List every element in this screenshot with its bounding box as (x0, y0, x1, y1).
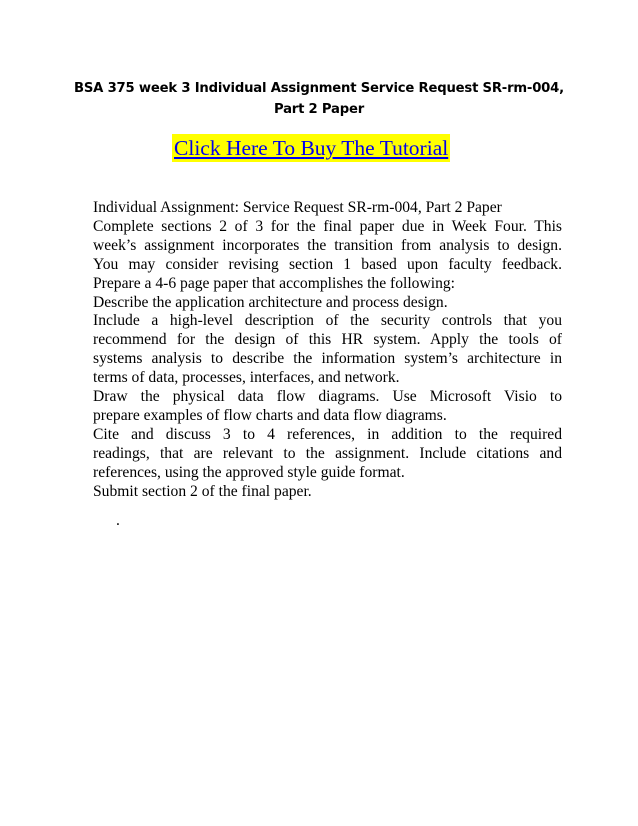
body-line: readings, that are relevant to the assignment. Include citations and (93, 444, 562, 462)
trailing-mark: . (116, 512, 120, 529)
body-line: Complete sections 2 of 3 for the final paper due in Week Four. This (93, 217, 562, 235)
document-title (60, 78, 578, 120)
body-line: You may consider revising section 1 based upon faculty feedback. (93, 255, 562, 273)
assignment-body (93, 199, 562, 502)
body-line: terms of data, processes, interfaces, and network. (93, 369, 400, 387)
body-line: Prepare a 4-6 page paper that accomplishes the following: (93, 274, 455, 292)
title-line-2: Part 2 Paper (273, 102, 365, 117)
body-line: references, using the approved style guide format. (93, 463, 405, 481)
body-line: Submit section 2 of the final paper. (93, 482, 312, 500)
body-line: Include a high-level description of the security controls that you (93, 312, 562, 330)
body-line: recommend for the design of this HR system. Apply the tools of (93, 331, 562, 349)
body-line: week’s assignment incorporates the transition from analysis to design. (93, 236, 562, 254)
body-line: systems analysis to describe the information system’s architecture in (93, 350, 562, 368)
title-line-1: BSA 375 week 3 Individual Assignment Service Request SR-rm-004, (74, 81, 564, 96)
body-line: Describe the application architecture and process design. (93, 293, 448, 311)
body-line: Individual Assignment: Service Request SR-rm-004, Part 2 Paper (93, 199, 502, 216)
body-line: Draw the physical data flow diagrams. Use Microsoft Visio to (93, 388, 562, 406)
body-line: prepare examples of flow charts and data flow diagrams. (93, 406, 447, 424)
buy-tutorial-link[interactable]: Click Here To Buy The Tutorial (174, 136, 449, 160)
buy-link-container (172, 134, 450, 162)
body-line: Cite and discuss 3 to 4 references, in addition to the required (93, 425, 562, 443)
